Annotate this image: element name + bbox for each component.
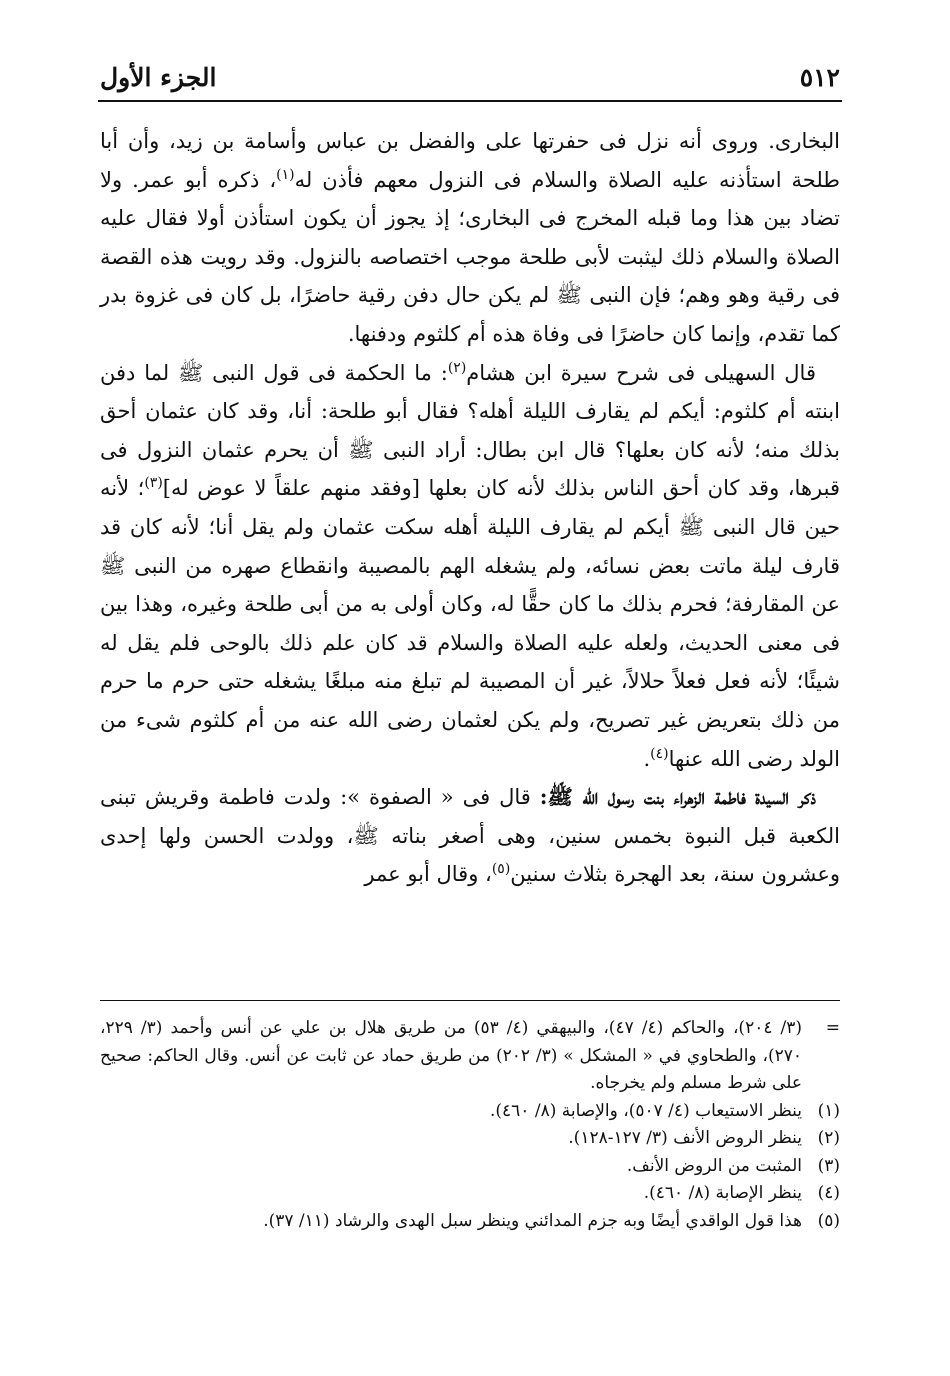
footnote-text: هذا قول الواقدي أيضًا وبه جزم المدائني وينظر سبل الهدى والرشاد (١١/ ٣٧). [263, 1210, 802, 1231]
footnotes [100, 1015, 840, 1235]
footnote-number: (٤) [817, 1183, 840, 1203]
footnote-number: (٣) [817, 1155, 840, 1176]
paragraph-1-text-a: البخارى. وروى أنه نزل فى حفرتها على والفضل بن عباس وأسامة بن زيد، وأن أبا طلحة استأذنه عليه الصلاة والسلام فى النزول معهم فأذن له [100, 129, 840, 192]
page-header [100, 52, 840, 92]
footnote-number: (٥) [817, 1210, 840, 1231]
footnote-rule [100, 1000, 840, 1001]
section-heading-fatima: ذكر السيدة فاطمة الزهراء بنت رسول الله ﷺ: [539, 784, 817, 810]
footnote-2 [100, 1125, 840, 1153]
footnote-number: (٢) [817, 1128, 840, 1148]
paragraph-1-text-b: ، ذكره أبو عمر. ولا تضاد بين هذا وما قبله المخرج فى البخارى؛ إذ يجوز أن يكون استأذن أولا فقال عليه الصلاة والسلام ذلك ليثبت لأبى طلحة موجب اختصاصه بالنزول. وقد رويت هذه القصة فى رقية وهو وهم؛ فإن النبى ﷺ لم يكن حال دفن رقية حاضرًا، بل كان فى غزوة بدر كما تقدم، وإنما كان حاضرًا فى وفاة هذه أم كلثوم ودفنها. [100, 167, 840, 346]
footnote-text: المثبت من الروض الأنف. [626, 1155, 802, 1176]
paragraph-2-text-c: ؛ لأنه حين قال النبى ﷺ أيكم لم يقارف الليلة أهله سكت عثمان ولم يقل أنا؛ لأنه كان قد قارف ليلة ماتت بعض نسائه، ولم يشغله الهم بالمصيبة وانقطاع صهره من النبى ﷺ عن المقارفة؛ فحرم بذلك ما كان حقًّا له، وكان أولى به من أبى طلحة وغيره، وهذا بين فى معنى الحديث، ولعله عليه الصلاة والسلام قد كان علم ذلك بالوحى فلم يقل له شيئًا؛ لأنه فعل فعلاً حلالاً، غير أن المصيبة لم تبلغ منه مبلغًا يشغله حتى حرم ما حرم من ذلك بتعريض غير تصريح، ولم يكن لعثمان رضى الله عنه من أم كلثوم شىء من الولد رضى الله عنها [100, 476, 840, 771]
footnote-number: (١) [817, 1100, 840, 1121]
footnote-continuation [100, 1015, 840, 1098]
footnote-ref-1: (١) [276, 166, 295, 183]
footnote-ref-4: (٤) [650, 745, 669, 762]
footnote-text: ينظر الروض الأنف (٣/ ١٢٧-١٢٨). [568, 1128, 802, 1148]
paragraph-3-text-b: ، وقال أبو عمر [364, 862, 492, 887]
paragraph-1 [100, 122, 840, 354]
paragraph-2-text-b: : ما الحكمة فى قول النبى ﷺ لما دفن ابنته أم كلثوم: أيكم لم يقارف الليلة أهله؟ فقال أبو طلحة: أنا، وقد كان عثمان أحق بذلك منه؛ لأنه كان بعلها؟ قال ابن بطال: أراد النبى ﷺ أن يحرم عثمان النزول فى قبرها، وقد كان أحق الناس بذلك لأنه كان بعلها [وفقد منهم علقاً لا عوض له] [100, 360, 840, 501]
footnote-number: = [825, 1018, 840, 1038]
footnote-ref-3: (٣) [144, 475, 163, 492]
footnote-ref-2: (٢) [447, 359, 467, 376]
footnote-text: ينظر الاستيعاب (٤/ ٥٠٧)، والإصابة (٨/ ٤٦٠). [489, 1100, 802, 1121]
footnote-1 [100, 1098, 840, 1126]
paragraph-2-end: . [643, 746, 651, 771]
paragraph-3-text-a: قال فى « الصفوة »: ولدت فاطمة وقريش تبنى الكعبة قبل النبوة بخمس سنين، وهى أصغر بناته ﷺ، وولدت الحسن ولها إحدى وعشرون سنة، بعد الهجرة بثلاث سنين [100, 785, 840, 887]
main-text [100, 122, 840, 894]
footnote-text: ينظر الإصابة (٨/ ٤٦٠). [643, 1183, 802, 1203]
page-number: ٥١٢ [799, 63, 840, 92]
paragraph-2-text-a: قال السهيلى فى شرح سيرة ابن هشام [466, 360, 816, 385]
footnote-5 [100, 1208, 840, 1236]
footnote-ref-5: (٥) [491, 861, 511, 878]
paragraph-2 [100, 354, 840, 779]
footnote-text: (٣/ ٢٠٤)، والحاكم (٤/ ٤٧)، والبيهقي (٤/ ٥٣) من طريق هلال بن علي عن أنس وأحمد (٣/ ٢٢٩، ٢٧٠)، والطحاوي في « المشكل » (٣/ ٢٠٢) من طريق حماد عن ثابت عن أنس. وقال الحاكم: صحيح على شرط مسلم ولم يخرجاه. [100, 1018, 802, 1093]
footnote-3 [100, 1153, 840, 1181]
paragraph-3 [100, 778, 840, 894]
header-rule [98, 100, 842, 102]
running-title: الجزء الأول [100, 63, 217, 92]
footnote-4 [100, 1180, 840, 1208]
